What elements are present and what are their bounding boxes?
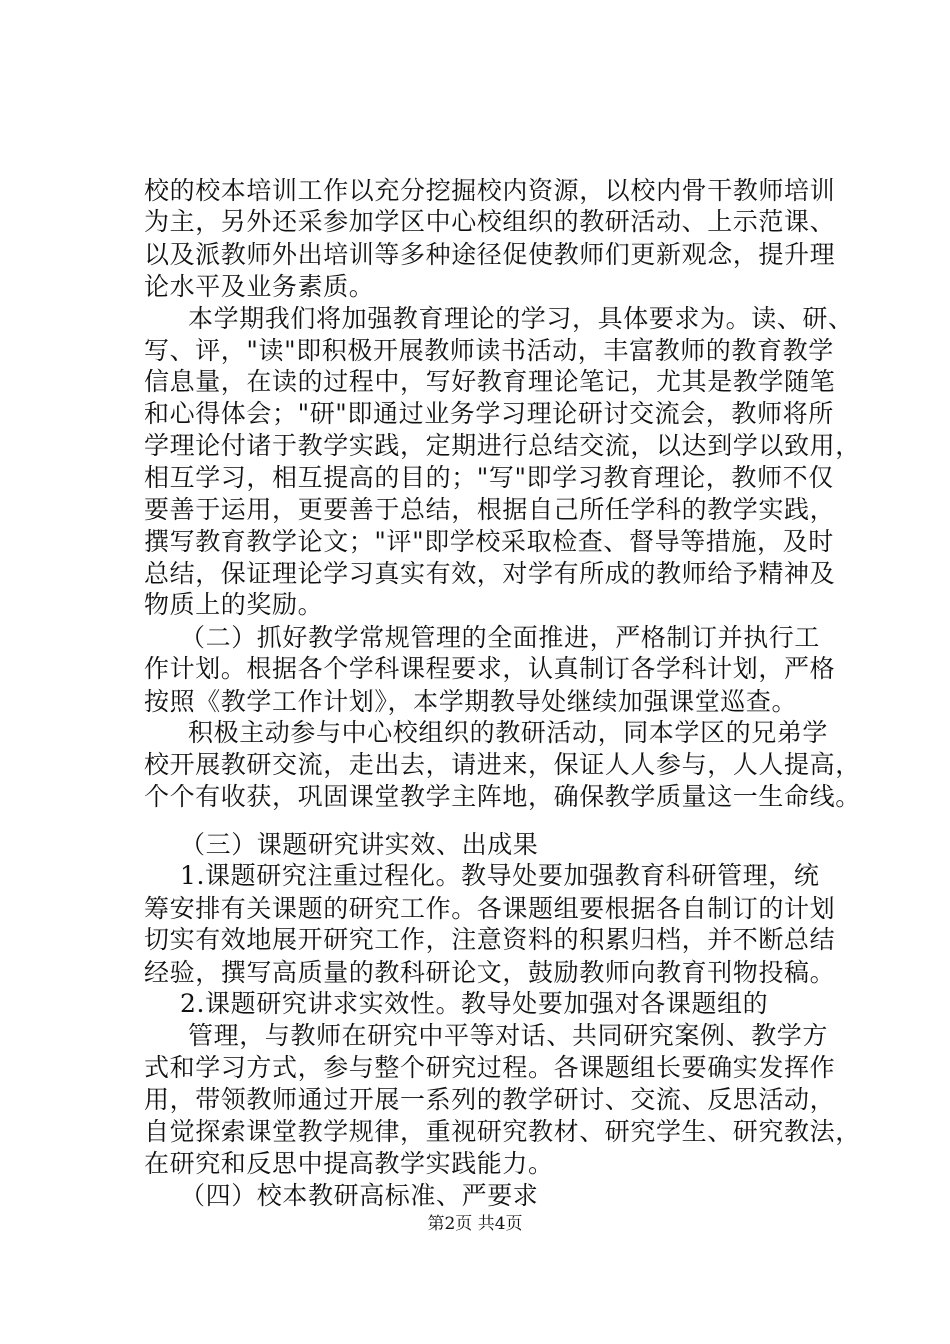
- paragraph-line: 在研究和反思中提高教学实践能力。: [144, 1149, 554, 1179]
- paragraph-line: 校开展教研交流，走出去，请进来，保证人人参与，人人提高，: [144, 750, 861, 780]
- paragraph-line: 积极主动参与中心校组织的教研活动，同本学区的兄弟学: [188, 718, 829, 748]
- paragraph-line: 要善于运用，更要善于总结，根据自己所任学科的教学实践，: [144, 495, 836, 525]
- paragraph-line: 本学期我们将加强教育理论的学习，具体要求为。读、研、: [188, 303, 854, 333]
- paragraph-line: 相互学习，相互提高的目的；"写"即学习教育理论，教师不仅: [144, 462, 834, 492]
- paragraph-line: 论水平及业务素质。: [144, 272, 375, 302]
- paragraph-line: 1.课题研究注重过程化。教导处要加强教育科研管理，统: [180, 861, 820, 891]
- paragraph-line: 个个有收获，巩固课堂教学主阵地，确保教学质量这一生命线。: [144, 781, 861, 811]
- page-footer: 第2页 共4页: [427, 1214, 523, 1234]
- paragraph-line: 作计划。根据各个学科课程要求，认真制订各学科计划，严格: [144, 654, 836, 684]
- paragraph-line: 和心得体会；"研"即通过业务学习理论研讨交流会，教师将所: [144, 398, 834, 428]
- paragraph-line: 2.课题研究讲求实效性。教导处要加强对各课题组的: [180, 989, 769, 1019]
- paragraph-line: 筹安排有关课题的研究工作。各课题组要根据各自制订的计划: [144, 893, 836, 923]
- paragraph-line: 切实有效地展开研究工作，注意资料的积累归档，并不断总结: [144, 925, 836, 955]
- paragraph-line: 以及派教师外出培训等多种途径促使教师们更新观念，提升理: [144, 239, 836, 269]
- paragraph-line: 为主，另外还采参加学区中心校组织的教研活动、上示范课、: [144, 207, 836, 237]
- paragraph-line: 用，带领教师通过开展一系列的教学研讨、交流、反思活动，: [144, 1085, 836, 1115]
- paragraph-line: 自觉探索课堂教学规律，重视研究教材、研究学生、研究教法，: [144, 1116, 861, 1146]
- paragraph-line: 写、评，"读"即积极开展教师读书活动，丰富教师的教育教学: [144, 336, 834, 366]
- paragraph-line: 总结，保证理论学习真实有效，对学有所成的教师给予精神及: [144, 558, 836, 588]
- paragraph-line: 校的校本培训工作以充分挖掘校内资源，以校内骨干教师培训: [144, 176, 836, 205]
- paragraph-line: （二）抓好教学常规管理的全面推进，严格制订并执行工: [180, 622, 821, 652]
- section-heading: （四）校本教研高标准、严要求: [180, 1180, 539, 1210]
- paragraph-line: 管理，与教师在研究中平等对话、共同研究案例、教学方: [188, 1021, 829, 1051]
- paragraph-line: 按照《教学工作计划》，本学期教导处继续加强课堂巡查。: [144, 686, 798, 716]
- paragraph-line: 学理论付诸于教学实践，定期进行总结交流，以达到学以致用，: [144, 431, 861, 461]
- paragraph-line: 信息量，在读的过程中，写好教育理论笔记，尤其是教学随笔: [144, 367, 836, 397]
- paragraph-line: 经验，撰写高质量的教科研论文，鼓励教师向教育刊物投稿。: [144, 957, 836, 987]
- paragraph-line: 式和学习方式，参与整个研究过程。各课题组长要确实发挥作: [144, 1052, 836, 1082]
- section-heading: （三）课题研究讲实效、出成果: [180, 829, 539, 859]
- paragraph-line: 撰写教育教学论文；"评"即学校采取检查、督导等措施，及时: [144, 526, 834, 556]
- paragraph-line: 物质上的奖励。: [144, 590, 324, 620]
